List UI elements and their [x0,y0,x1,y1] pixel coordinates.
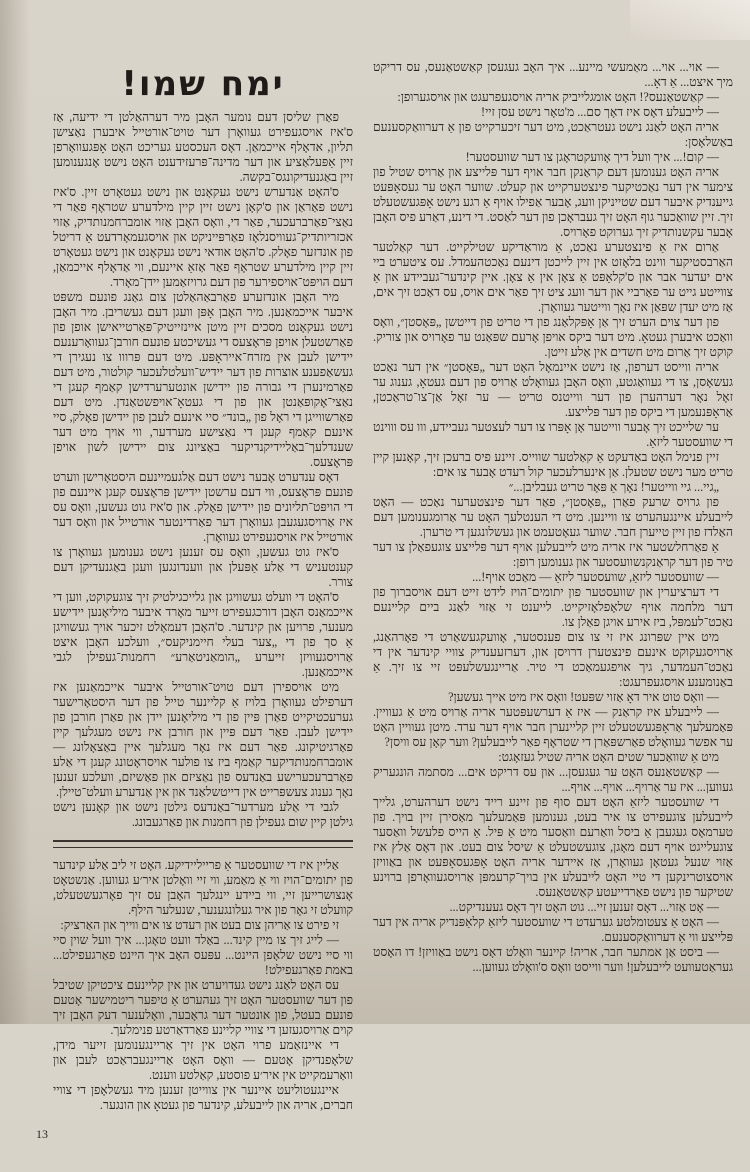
paragraph: פון גרויס שרעק פאַרן „פּאָסטן״, פאַר דער פינצטערער נאַכט — האָט לייבעלע איינגעהערט צו וויינען. מיט די הענטלעך האָט ער אַרומגענומען דעם האַלדז פון זיין טייערן חבר. שווער געאָטעמט און געשלונגען די טרערן. [373,495,733,539]
paragraph: מיט אַ שוואַכער שטים האָט אריה שטיל געזאָגט: [498,750,719,764]
page-curl [630,0,750,40]
article-title: ימח שמו! [121,64,285,104]
paragraph: — וואָס טוט איר דאָ אַזוי שפּעט! וואָס איז מיט אייך געשען? [448,690,719,704]
page-number: 13 [36,1127,48,1141]
paragraph: זיין פנימל האָט באַדעקט אַ קאַלטער שווייס. זיינע פיס ברעכן זיך, קאָנען קיין טריט מער נישט שטעלן. אַן אינערלעכער קול רעדט אָבער צו אים: [373,450,733,479]
paragraph: דאָס ענדערט אָבער נישט דעם אַלגעמיינעם היסטאָרישן ווערט פונעם פּראָצעס, ווי דעם ערשטן יידישן פּראָצעס קעגן איינעם פון די הויפּט־תליונים פון יידישן פאָלק. און ס'איז גוט געשען, וואָס עס איז אַרויסגעגעבן געוואָרן דער פאַרדינטער אורטייל און וואָס דער אורטייל איז אויסגעפירט געוואָרן. [53,470,353,544]
paragraph: ס'האָט די וועלט געשוויגן און גלייכגילטיק זיך צוגעקוקט, ווען די אייכמאַנס האָבן דורכגעפירט זייער מאָרד איבער מיליאָנען יידישע מענער, פרויען און קינדער. ס'האָבן דעמאָלט זיכער אויך געשוויגן אַ סך פון די „צער בעלי חיימניקעס״, וועלכע האָבן איצט אַרויסגעוויזן זייערע „הומאַניטאַרע״ רחמנות־געפילן לגבי אייכמאַנען. [53,590,353,679]
paragraph: — קאַשטאַנעס?! האָט אומגלייביק אריה אויסגעפרעגט און אויסגערופן: [397,90,719,104]
paragraph: מיט איין שפּרונג איז זי צו צום פענסטער, אָוועקגעשאַרט די פאָרהאַנג, אַרויסגעקוקט אינעם פינצטערן דרויסן און, דערזעענדיק צוויי קינדער אין די נאַכט־העמדער, גיך אויפגעמאַכט די טיר. אַריינגעשלעפּט זיי צו זיך. אַ באַנומענע אויסגעפרעגט: [373,630,733,689]
paragraph: פאַרן שליסן דעם נומער האָבן מיר דערהאַלטן די ידיעה, אַז ס'איז אויסגעפירט געוואָרן דער טויט־אורטייל איבערן נאַצישן תליון, אדאָלף אייכמאַן. דאָס העכסטע געריכט האָט אָפּגעוואָרפן זיין אַפּעלאַציע און דער מדינה־פּרעזידענט האָט נישט אָנגענומען זיין באַגנעדיקונגס־בקשה. [53,110,353,184]
paragraph: די דערציערין און שוועסטער פון יתומים־הויז לידט זייט דעם אויסברוך פון דער מלחמה אויף שלאָפלאָזיקייט. לייענט זי אַזוי לאַנג ביים קליינעם נאַכט־לעמפּל, ביז אירע אויגן פאַלן צו. [373,585,733,629]
paragraph: אריה האָט לאַנג נישט געטראַכט, מיט דער זיכערקייט פון אַ דערוואַקסענעם באַשלאָסן: [373,120,733,149]
paragraph: אריה ווייסט דערפון, אַז נישט איינמאָל האָט דער „פּאָסטן״ אין דער נאַכט געשאָסן, צו די געוואַגטע, וואָס האָבן געוואָלט אַרויס פון דעם געטאָ, גענוג ער זאָל נאָר דערהערן פון דער ווייטנס טריט — ער זאָל אַן־צו־טראַכטן, אַראָפּנעמען די ביקס פון דער פּלייצע. [373,360,733,419]
paragraph: — אָט אַזוי... דאָס זענען זיי... גוט האָט זיך דאָס געענדיקט... [449,900,719,914]
paragraph: „גיי... גיי ווייטער! נאָך אַ פּאָר טריט געבליבן...״ [508,480,719,494]
paragraph: פון דער צוים הערט זיך אַן אָפּקלאַנג פון די טריט פון דייטשן „פּאָסטן״, וואָס וואַכט איבערן געטאָ. מיט דער ביקס אויפן אָרעם שפּאַנט ער פאָרויס און צוריק. קוקט זיך אַרום מיט חשדים אין אַלע זייטן. [373,315,733,359]
paragraph: די איינזאַמע פרוי האָט אין זיך אַריינגענומען זייער מידן, שלאָפנדיקן אָטעם — וואָס האָט אַריינגעבראַכט לעבן און וואַרעמקייט אין איר׳ע פוסטע, קאַלטע ווענט. [53,1038,353,1082]
paragraph: לגבי די אַלע מערדער־באַנדעס גילטן נישט און קאָנען נישט גילטן קיין שום געפילן פון רחמנות און פאַרגעבונג. [53,800,353,829]
paragraph: אַרום איז אַ פינצטערע נאַכט, אַ מוראַדיקע שטילקייט. דער קאַלטער האַרבסטיקער ווינט בלאָזט אין זיין לייכטן דינעם נאַכטהעמדל. עס ציטערט ביי אים יעדער אבר און ס'קלאַפּט אַ צאָן אין אַ צאָן. איין קינדער־געביידע און אַ צווייטע גייט ער פאַרביי און דער וועג ציט זיך פאַר אים אויס, עס דאַכט זיך אים, אַז מיט יעדן שפּאַן איז נאָך ווייטער געוואָרן. [373,240,733,314]
article-body [53,110,353,830]
story-column [373,60,733,1005]
paragraph: — קאַשטאַנעס האָט ער געגעסן... און עס דריקט אים... מסתמה הונגעריק געווען... איז ער אַרויף... אויף... אויף... [373,765,733,794]
paragraph: — אוי... אוי... מאַמעשי מיינע... איך האָב געגעסן קאַשטאַנעס, עס דריקט מיך איצט... אַ דאָ... [373,60,733,89]
paragraph: — ביסט אַן אמתער חבר, אריה! קיינער וואָלט דאָס נישט באַוויזן! דו האָסט געראַטעוועט לייבעלען! ווער ווייסט וואָס ס'וואָלט געווען... [373,945,733,974]
paragraph: — קום!... איך וועל דיך אָוועקטראָגן צו דער שוועסטער! [465,150,719,164]
paragraph: עס האָט לאַנג נישט געדויערט און אין קליינעם ציכטיקן שטיבל פון דער שוועסטער האָט זיך געהערט אַ טיפער ריטמישער אָטעם פונעם בעטל, פון אונטער דער גראָבער, וואָלענער דעק האָבן זיך קוים אַרויסגעזען די צוויי קליינע פאַרדאַרטע פנימלעך. [53,978,353,1037]
paragraph: ס'איז גוט געשען, וואָס עס זענען נישט גענומען געוואָרן צו קענטעניש די אַלע אַפּעלן און ווענדונגען וועגן באַגנעדיקן דעם צורר. [53,545,353,589]
paragraph: — לייבעלע איז קראַנק — איז אַ דערשעפּטער אריה אַרויס מיט אַ געוויין. פּאַמעלעך אַראָפּגעשטעלט זיין קליינערן חבר אויף דער ערד. מיטן געוויין האָט ער אפשר געוואָלט פאַרשפּאַרן די שטראָף פאַר לייבעלען? ווער קאָן עס וויסן? [373,705,733,749]
paragraph: — האָט אַ צעטומלטע גערעדט די שוועסטער ליזאַ קלאַפּנדיק אריה אין דער פּלייצע ווי אַ דערוואַקסענעם. [373,915,733,944]
paragraph: זי פירט צו אַריהן צום בעט און רעדט צו אים ווייך און האַרציק: [60,918,339,932]
paragraph: — שוועסטער ליזאַ, שוועסטער ליזאַ — מאַכט אויף!... [472,570,719,584]
paragraph: — לייבעלע דאָס איז דאָך סם... מ'טאָר נישט עסן זיי! [481,105,719,119]
paragraph: אַליין איז די שוועסטער אַ פרייליידיקע. האָט זי ליב אַלע קינדער פון יתומים־הויז ווי אַ מאַמע, ווי זיי וואָלטן איר׳ע געווען. אַנשטאָט אָנצושרייען זיי, ווי ביידע יינגלעך האָבן עס זיך פאָרגעשטעלט, קוועלט זי גאָר פון איר געלונגענער, שנעלער הילף. [53,858,353,917]
page-shadow [0,0,30,1024]
paragraph: ס'האָט אַנדערש נישט געקאָנט און נישט געטאָרט זיין. ס'איז נישט פאַראַן און ס'קאָן נישט זיין קיין מילדערע שטראָף פאַר די נאַצי־פאַרברעכער, פאַר די, וואָס האָבן אַזוי אומברחמנותדיק, אַזוי אכזריותדיק־געוויסנלאָז פאַרפּייניקט און אויסגעמאָרדעט אַ דריטל פון אונדזער פאָלק. ס'האָט אודאי נישט געקאָנט און נישט געטאָרט זיין קיין מילדערע שטראָף פאַר אַזאַ איינעם, ווי אַדאָלף אייכמאַן, דעם הויפּט־אויספירער פון דעם גרויזאַמען יידן־מאָרד. [53,185,353,289]
paragraph: אריה האָט גענומען דעם קראַנקן חבר אויף דער פּלייצע און אַרויס שטיל פון צימער אין דער נאַכטיקער פינצטערקייט און קעלט. שווער האָט ער געסאָפּעט גייענדיק איבער דעם שטייניקן וועג, אָבער אַפילו אויף אַ רגע נישט אָפּגעשטעלט זיך. זיין שוואַכער גוף האָט זיך געבראָכן פון דער לאַסט. די דינע, דאַרע פיס האָבן אָבער עקשנותדיק זיך גערוקט פאָרויס. [373,165,733,239]
section-divider [53,840,353,848]
paragraph: מיר האָבן אונדזערע פאַרבאַהאַלטן צום גאַנג פונעם משפּט איבער אייכמאַנען. מיר האָבן אָפּן וועגן דעם געשריבן. מיר האָבן נישט געקאָנט מסכים זיין מיטן איינזייטיק־פּאַרטייאישן אופן פון פאַרשטעלן אויפן פּראָצעס די געשיכטע פונעם חורבן־געוואָרענעם יידישן לעבן אין מזרח־אייראָפּע. מיט דעם פּרווו צו נעגירן די געשאַפענע אוצרות פון דער יידיש־וועלטלעכער קולטור, מיט דעם פאַרמינערן די גבורה פון יידישן אונטערערדישן קאַמף קעגן די נאַצי־אָקופּאַנטן און פון די געטאָ־אויפשטאַנדן. מיט דעם פאַרשווייגן די ראָל פון „בונד״ סיי אינעם לעבן פון יידישן פאָלק, סיי אינעם קאַמף קעגן די נאַצישע מערדער, ווי אויך מיט דער שענדלעך־באַליידיקנדיקער באַציונג צום יידישן לשון אויפן פּראָצעס. [53,290,353,469]
paragraph: די שוועסטער ליזאַ האָט דעם סוף פון זיינע רייד נישט דערהערט, גלייך לייבעלען צוגעפירט צו איר בעט, גענומען פּאַמעלעך מאַסירן זיין בויך. פון טערמאָס געגעבן אַ ביסל וואַרעם וואַסער מיט אַ פּיל. אַ הייס פלעשל וואַסער צוגעלייגט אויף דעם מאָגן, צוגעשטעלט אַ שיסל צום בעט. און דאָס אַלץ איז אַזוי שנעל געטאָן געוואָרן, אַז איידער אריה האָט אָפּגעסאָפּעט און באַוויזן אויסצוטרינקען די טיי האָט לייבעלע אין בויך־קרעמפּן אַרויסגעוואָרפן ברוינע שטיקער פון נישט פאַרדייעטע קאַשטאַנעס. [373,795,733,899]
left-column [36,62,353,1172]
paragraph: אַ פאַרחלשטער איז אריה מיט לייבעלען אויף דער פּלייצע צוגעפאַלן צו דער טיר פון דער קראַנקנשוועסטער און גענומען רופן: [373,540,733,569]
story-continuation [53,858,353,1113]
paragraph: ער שלייכט זיך אָבער ווייטער אָן אָפּרו צו דער לעצטער געביידע, ווו עס וווינט די שוועסטער ליזאַ. [373,420,733,449]
paragraph: מיט אויספירן דעם טויט־אורטייל איבער אייכמאַנען איז דערפילט געוואָרן בלויז אַ קליינער טייל פון דער היסטאָרישער גערעכטיקייט פאַרן פּיין פון די מיליאָנען יידן און פאַרן חורבן פון יידישן לעבן. פאַר דעם פּיין און חורבן איז נישט מעגלעך קיין פאַרגיטיקונג. פאַר דעם איז נאָר מעגלעך איין באַצאָלונג — אומברחמנותדיקער קאַמף ביז צו פולער אויסראָטונג קעגן די אַלע פאַרברעכערישע באַנדעס פון נאַציזם און פאַשיזם, וועלכע זענען נאָך גענוג צעשפּרייט אין דייטשלאַנד און אין אַנדערע וועלט־טיילן. [53,680,353,799]
paragraph: איינגעטוליעט איינער אין צווייטן זענען מיד געשלאָפן די צוויי חברים, אריה און לייבעלע, קינדער פון געטאָ און הונגער. [53,1083,353,1112]
paragraph: — לייג זיך צו מיין קינד... באַלד וועט טאָגן... איך וועל שוין סיי ווי סיי נישט שלאָפן היינט... עפּעס האָב איך היינט פאַרגעפילט... באמת פאַרגעפילט! [53,933,353,977]
